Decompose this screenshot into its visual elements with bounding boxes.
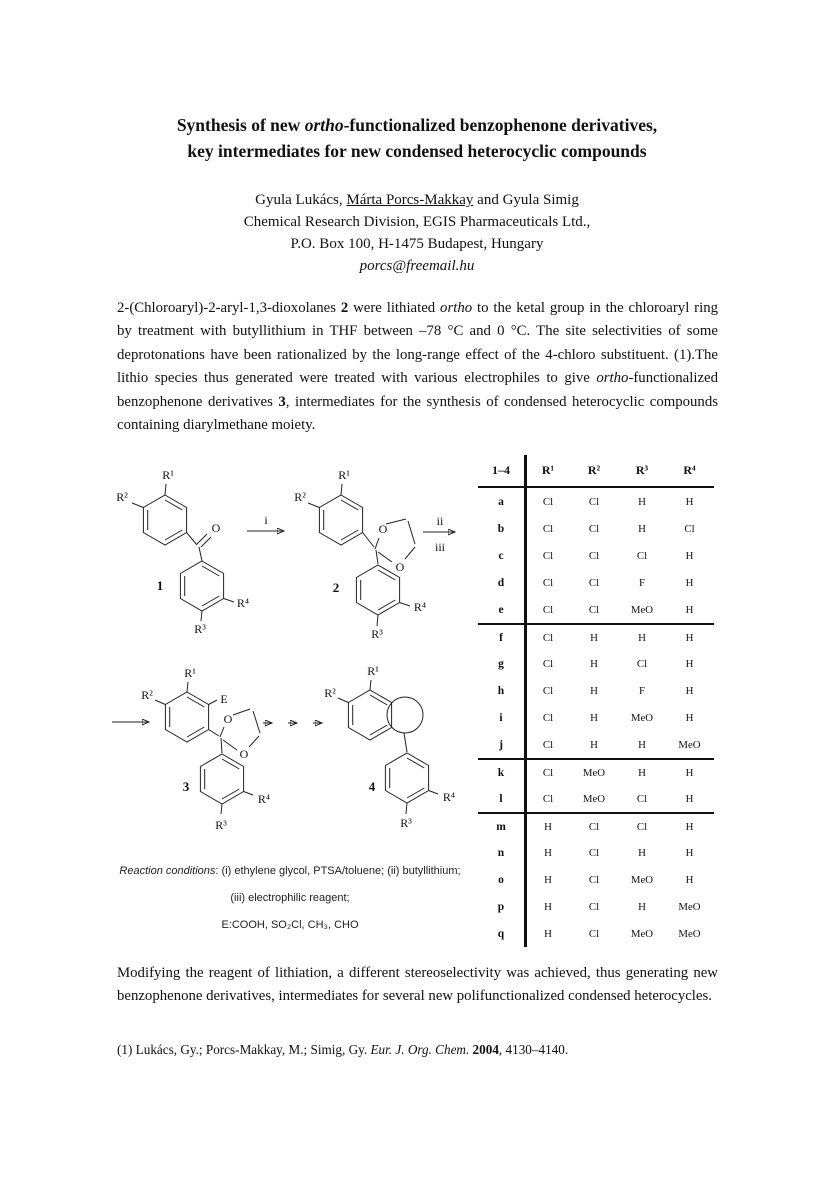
table-cell: MeO <box>630 927 654 940</box>
substituent-label-r4: R⁴ <box>442 790 456 804</box>
table-cell: H <box>590 711 598 724</box>
table-cell: Cl <box>542 495 554 508</box>
substituent-label-r2: R² <box>116 490 128 504</box>
table-cell: Cl <box>588 495 600 508</box>
table-cell: MeO <box>678 927 701 940</box>
reaction-conditions-line2: (iii) electrophilic reagent; <box>230 892 350 904</box>
substituent-label-r3: R³ <box>371 627 383 641</box>
table-cell: H <box>544 873 552 886</box>
table-cell: H <box>638 766 646 779</box>
dioxolane-oxygen-label: O <box>395 560 405 574</box>
table-cell: H <box>685 711 694 724</box>
electrophile-label-e: E <box>220 692 228 706</box>
substituent-label-r2: R² <box>141 688 153 702</box>
table-header-r1: R¹ <box>541 463 555 477</box>
reaction-conditions-line1: Reaction conditions: (i) ethylene glycol, PTSA/toluene; (ii) butyllithium; <box>119 865 461 877</box>
table-cell: F <box>638 576 645 589</box>
table-cell: Cl <box>542 657 554 670</box>
reference-text: (1) Lukács, Gy.; Porcs-Makkay, M.; Simig, Gy. Eur. J. Org. Chem. 2004, 4130–4140. <box>117 1042 569 1057</box>
table-row-id: g <box>498 657 504 670</box>
table-row <box>478 623 714 650</box>
table-cell: Cl <box>542 711 554 724</box>
table-cell: H <box>590 631 598 644</box>
table-cell: MeO <box>582 766 606 779</box>
email-text: porcs@freemail.hu <box>359 258 475 274</box>
table-cell: H <box>685 631 694 644</box>
table-cell: Cl <box>542 766 554 779</box>
table-header-r4: R⁴ <box>683 463 696 477</box>
table-cell: Cl <box>636 657 648 670</box>
table-cell: Cl <box>588 549 600 562</box>
table-cell: MeO <box>630 603 654 616</box>
reaction-conditions-line3: E:COOH, SO₂Cl, CH₃, CHO <box>221 919 359 931</box>
table-cell: H <box>638 846 646 859</box>
table-cell: Cl <box>588 900 600 913</box>
table-cell: MeO <box>678 900 701 913</box>
substituents-table <box>478 455 714 947</box>
table-cell: Cl <box>542 738 554 751</box>
table-cell: Cl <box>588 820 600 833</box>
substituent-label-r2: R² <box>294 490 306 504</box>
table-cell: Cl <box>542 631 554 644</box>
table-row-id: b <box>497 522 505 535</box>
table-cell: Cl <box>636 549 648 562</box>
table-cell: Cl <box>542 549 554 562</box>
closing-paragraph: Modifying the reagent of lithiation, a different stereoselectivity was achieved, thus generating new benzophenone derivatives, intermediates for several new polifunctionalized condensed heterocycles. <box>117 965 718 1005</box>
table-row <box>478 839 714 866</box>
table-cell: Cl <box>588 927 600 940</box>
table-cell: Cl <box>588 873 600 886</box>
substituent-label-r3: R³ <box>400 816 412 830</box>
table-cell: Cl <box>684 522 695 535</box>
table-cell: H <box>638 495 646 508</box>
table-divider <box>524 455 527 947</box>
table-row <box>478 812 714 839</box>
table-cell: Cl <box>542 684 554 697</box>
table-cell: H <box>638 738 646 751</box>
substituent-label-r4: R⁴ <box>236 596 250 610</box>
table-cell: Cl <box>542 792 554 805</box>
table-cell: Cl <box>588 603 600 616</box>
table-cell: H <box>685 820 694 833</box>
substituent-label-r3: R³ <box>194 622 206 636</box>
table-cell: Cl <box>636 820 648 833</box>
paper-title <box>97 112 737 164</box>
table-cell: H <box>685 766 694 779</box>
table-cell: H <box>685 576 694 589</box>
dioxolane-oxygen-label: O <box>239 747 249 761</box>
table-row <box>478 650 714 677</box>
affiliation-line-1: Chemical Research Division, EGIS Pharmaceuticals Ltd., <box>243 214 591 230</box>
abstract-paragraph: 2-(Chloroaryl)-2-aryl-1,3-dioxolanes 2 were lithiated ortho to the ketal group in the chloroaryl ring by treatment with butyllithium in THF between –78 °C and 0 °C. The site selectivities of some deprotonations have been rationalized by the long-range effect of the 4-chloro substituent. (1).The lithio species thus generated were treated with various electrophiles to give ortho-functionalized benzophenone derivatives 3, intermediates for the synthesis of condensed heterocyclic compounds containing diarylmethane moiety. <box>117 300 718 434</box>
paper-title-line1: Synthesis of new ortho-functionalized benzophenone derivatives, <box>176 115 658 135</box>
substituent-label-r1: R¹ <box>338 468 350 482</box>
table-cell: H <box>685 684 694 697</box>
dioxolane-oxygen-label: O <box>378 522 388 536</box>
table-body <box>478 488 714 947</box>
compound-number-4: 4 <box>368 779 376 794</box>
author-names: Gyula Lukács, Márta Porcs-Makkay and Gyula Simig <box>255 192 579 208</box>
table-row <box>478 569 714 596</box>
table-cell: F <box>638 684 645 697</box>
table-cell: Cl <box>588 846 600 859</box>
table-row <box>478 704 714 731</box>
table-cell: Cl <box>636 792 648 805</box>
table-header-r2: R² <box>587 463 601 477</box>
table-cell: H <box>544 820 552 833</box>
substituent-label-r3: R³ <box>215 818 227 832</box>
table-cell: MeO <box>630 873 654 886</box>
table-header-r3: R³ <box>635 463 649 477</box>
table-row <box>478 920 714 947</box>
table-cell: H <box>544 927 552 940</box>
substituent-label-r1: R¹ <box>367 664 379 678</box>
table-row-id: m <box>496 820 506 833</box>
table-cell: H <box>590 657 598 670</box>
table-cell: H <box>685 495 694 508</box>
table-cell: H <box>685 603 694 616</box>
table-cell: H <box>590 738 598 751</box>
substituent-label-r4: R⁴ <box>257 792 271 806</box>
table-header-row <box>478 455 714 488</box>
table-header-range: 1–4 <box>492 463 510 477</box>
table-row <box>478 758 714 785</box>
table-row-id: a <box>498 495 504 508</box>
step-label-i: i <box>264 513 268 527</box>
table-cell: MeO <box>678 738 701 751</box>
carbonyl-oxygen-label: O <box>211 521 221 535</box>
table-cell: H <box>544 900 552 913</box>
table-cell: Cl <box>542 603 554 616</box>
paper-title-line2: key intermediates for new condensed heterocyclic compounds <box>187 141 647 161</box>
table-row-id: f <box>499 631 503 644</box>
table-cell: Cl <box>588 522 600 535</box>
compound-number-3: 3 <box>182 779 190 794</box>
substituent-label-r2: R² <box>324 686 336 700</box>
table-cell: H <box>685 873 694 886</box>
compound-number-2: 2 <box>332 580 340 595</box>
table-row <box>478 677 714 704</box>
table-cell: H <box>685 657 694 670</box>
table-row-id: q <box>497 927 505 940</box>
table-row-id: h <box>497 684 505 697</box>
table-cell: MeO <box>582 792 606 805</box>
table-cell: Cl <box>542 522 554 535</box>
step-label-iii: iii <box>434 540 446 554</box>
substituent-label-r1: R¹ <box>162 468 174 482</box>
table-row <box>478 731 714 758</box>
table-cell: Cl <box>542 576 554 589</box>
table-row-id: j <box>499 738 503 751</box>
table-cell: H <box>638 522 646 535</box>
table-cell: H <box>638 900 646 913</box>
table-row-id: k <box>497 766 505 779</box>
affiliation-line-2: P.O. Box 100, H-1475 Budapest, Hungary <box>290 236 544 252</box>
substituent-label-r1: R¹ <box>184 666 196 680</box>
table-cell: H <box>638 631 646 644</box>
table-row <box>478 893 714 920</box>
table-row-id: c <box>498 549 504 562</box>
table-row <box>478 596 714 623</box>
substituent-label-r4: R⁴ <box>413 600 427 614</box>
table-row <box>478 542 714 569</box>
table-row-id: l <box>499 792 503 805</box>
table-cell: H <box>544 846 552 859</box>
table-cell: Cl <box>588 576 600 589</box>
table-row-id: e <box>498 603 504 616</box>
dioxolane-oxygen-label: O <box>223 712 233 726</box>
step-label-ii: ii <box>436 514 444 528</box>
table-row-id: n <box>497 846 505 859</box>
reaction-conditions <box>100 858 480 939</box>
table-row-id: o <box>498 873 504 886</box>
table-row <box>478 785 714 812</box>
table-cell: H <box>590 684 598 697</box>
table-row <box>478 515 714 542</box>
table-cell: H <box>685 846 694 859</box>
authors-block <box>117 189 717 277</box>
table-row <box>478 866 714 893</box>
table-row-id: i <box>499 711 503 724</box>
table-row-id: p <box>497 900 505 913</box>
table-row-id: d <box>497 576 505 589</box>
reaction-scheme-figure <box>100 455 480 845</box>
compound-number-1: 1 <box>156 578 164 593</box>
table-cell: MeO <box>630 711 654 724</box>
table-row <box>478 488 714 515</box>
table-cell: H <box>685 549 694 562</box>
table-cell: H <box>685 792 694 805</box>
